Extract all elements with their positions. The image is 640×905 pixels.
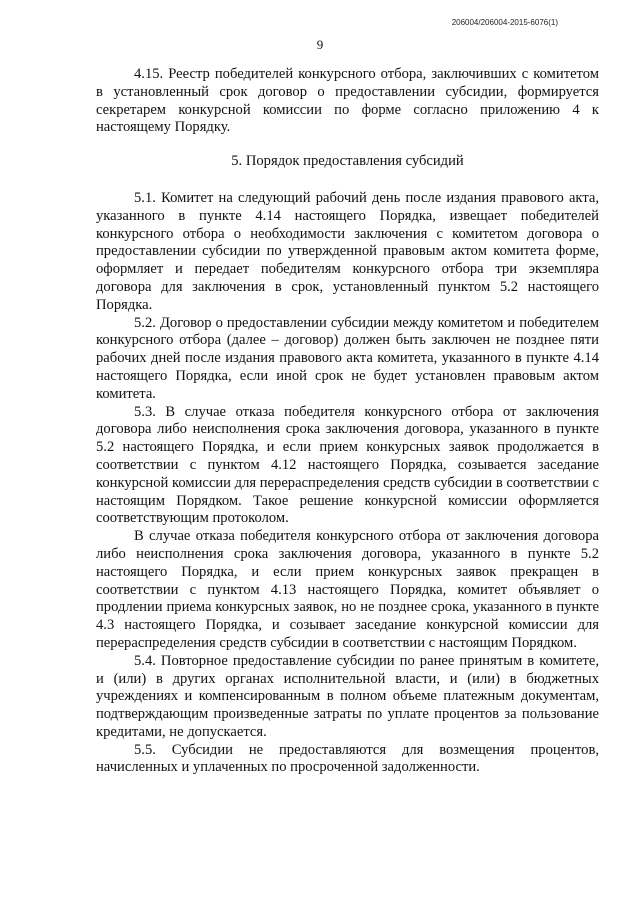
page-number: 9	[316, 37, 324, 52]
document-body	[96, 66, 599, 777]
paragraph-5-5: 5.5. Субсидии не предоставляются для возмещения процентов, начисленных и уплаченных по просроченной задолженности.	[96, 741, 599, 776]
paragraph-4-15: 4.15. Реестр победителей конкурсного отбора, заключивших с комитетом в установленный срок договор о предоставлении субсидии, формируется секретарем конкурсной комиссии по форме согласно приложению 4 к настоящему Порядку.	[96, 66, 599, 136]
paragraph-5-4: 5.4. Повторное предоставление субсидии по ранее принятым в комитете, и (или) в других органах исполнительной власти, и (или) в бюджетных учреждениях и компенсированным в полном объеме платежным документам, подтверждающим произведенные затраты по уплате процентов за пользование кредитами, не допускается.	[96, 652, 599, 740]
paragraph-5-3-continued: В случае отказа победителя конкурсного отбора от заключения договора либо неисполнения срока заключения договора, указанного в пункте 5.2 настоящего Порядка, и если прием конкурсных заявок прекращен в соответствии с пунктом 4.13 настоящего Порядка, комитет объявляет о продлении приема конкурсных заявок, но не позднее срока, указанного в пункте 4.3 настоящего Порядка, и созывает заседание конкурсной комиссии для перераспределения средств субсидии в соответствии с настоящим Порядком.	[96, 528, 599, 651]
document-code: 206004/206004-2015-6076(1)	[451, 18, 558, 27]
paragraph-5-3: 5.3. В случае отказа победителя конкурсного отбора от заключения договора либо неисполнения срока заключения договора, указанного в пункте 5.2 настоящего Порядка, и если прием конкурсных заявок продолжается в соответствии с пунктом 4.12 настоящего Порядка, созывается заседание конкурсной комиссии для перераспределения средств субсидии в соответствии с настоящим Порядком. Такое решение конкурсной комиссии оформляется соответствующим протоколом.	[96, 403, 599, 527]
paragraph-5-1: 5.1. Комитет на следующий рабочий день после издания правового акта, указанного в пункте 4.14 настоящего Порядка, извещает победителей конкурсного отбора о необходимости заключения с комитетом договора о предоставлении субсидии по утвержденной правовым актом комитета форме, оформляет и передает победителям конкурсного отбора три экземпляра договора для заключения в срок, установленный пунктом 5.2 настоящего Порядка.	[96, 189, 599, 313]
paragraph-5-2: 5.2. Договор о предоставлении субсидии между комитетом и победителем конкурсного отбора (далее – договор) должен быть заключен не позднее пяти рабочих дней после издания правового акта комитета, указанного в пункте 4.14 настоящего Порядка, если иной срок не будет установлен правовым актом комитета.	[96, 314, 599, 402]
section-title: 5. Порядок предоставления субсидий	[231, 153, 464, 170]
